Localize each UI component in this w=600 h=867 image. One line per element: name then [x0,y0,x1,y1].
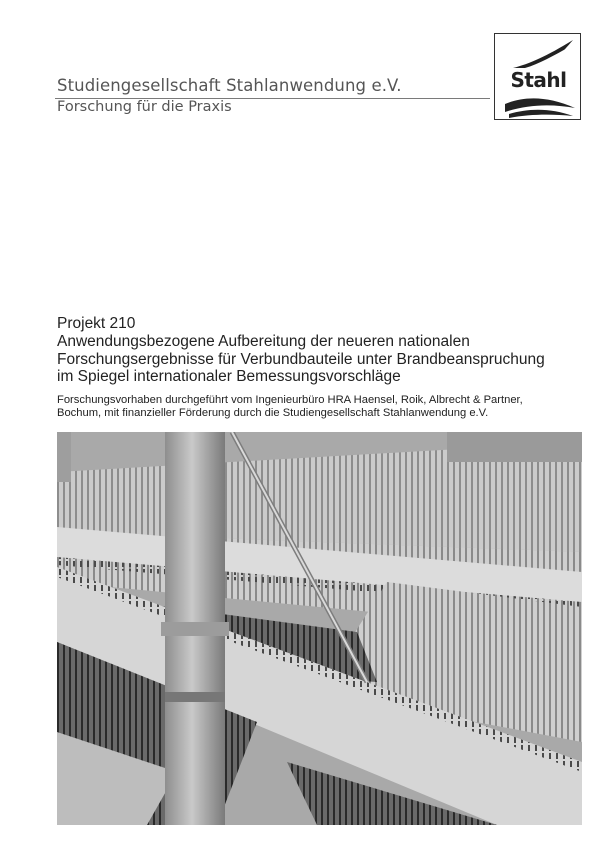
project-title-line: Forschungsergebnisse für Verbundbauteile unter Brandbeanspruchung [57,350,545,368]
project-description-line: Forschungsvorhaben durchgeführt vom Ingenieurbüro HRA Haensel, Roik, Albrecht & Partner, [57,394,523,406]
construction-photo [57,432,582,825]
project-title-line: Anwendungsbezogene Aufbereitung der neueren nationalen [57,333,470,350]
project-number: Projekt 210 [57,315,136,332]
organization-name: Studiengesellschaft Stahlanwendung e.V. [57,76,402,95]
project-description [57,394,582,420]
project-description-line: Bochum, mit finanzieller Förderung durch die Studiengesellschaft Stahlanwendung e.V. [57,407,489,419]
construction-site-image [57,432,582,825]
organization-tagline: Forschung für die Praxis [57,99,232,115]
project-title [57,333,582,386]
logo-text: Stahl [510,68,567,92]
project-header [57,315,582,386]
project-title-line: im Spiegel internationaler Bemessungsvorschläge [57,368,401,385]
stahl-logo [494,33,581,120]
